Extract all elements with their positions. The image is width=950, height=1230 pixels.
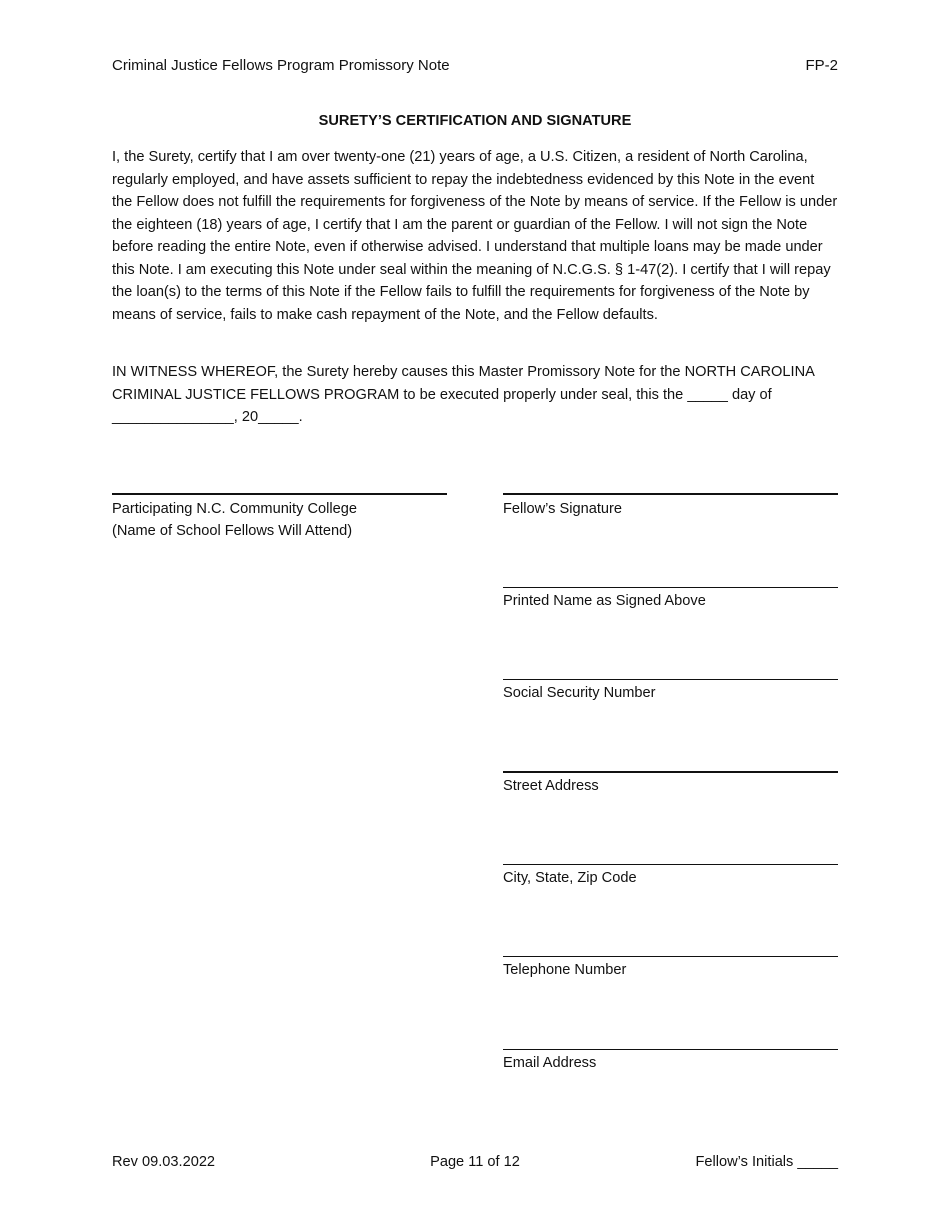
college-signature-line[interactable]: [112, 493, 447, 495]
city-state-zip-line[interactable]: [503, 864, 838, 865]
email-line[interactable]: [503, 1049, 838, 1050]
ssn-label: Social Security Number: [503, 685, 656, 701]
document-title: Criminal Justice Fellows Program Promissory Note: [112, 57, 450, 74]
witness-paragraph: IN WITNESS WHEREOF, the Surety hereby causes this Master Promissory Note for the NORTH CAROLINA CRIMINAL JUSTICE FELLOWS PROGRAM to be executed properly under seal, this the _____ day of _______________, 20_____.: [112, 364, 815, 425]
page-number: Page 11 of 12: [430, 1154, 520, 1170]
college-sublabel: (Name of School Fellows Will Attend): [112, 523, 353, 539]
section-title: SURETY’S CERTIFICATION AND SIGNATURE: [318, 113, 632, 129]
fellow-initials: Fellow’s Initials _____: [695, 1154, 838, 1170]
fellow-signature-label: Fellow’s Signature: [503, 501, 622, 517]
revision-date: Rev 09.03.2022: [112, 1154, 216, 1170]
street-address-label: Street Address: [503, 778, 599, 794]
certification-paragraph: I, the Surety, certify that I am over twenty-one (21) years of age, a U.S. Citizen, a resident of North Carolina, regularly employed, and have assets sufficient to repay the indebtedness evidenced by this Note in the event the Fellow does not fulfill the requirements for forgiveness of the Note by means of service. If the Fellow is under the eighteen (18) years of age, I certify that I am the parent or guardian of the Fellow. I will not sign the Note before reading the entire Note, even if otherwise advised. I understand that multiple loans may be made under this Note. I am executing this Note under seal within the meaning of N.C.G.S. § 1-47(2). I certify that I will repay the loan(s) to the terms of this Note if the Fellow fails to fulfill the requirements for forgiveness of the Note by means of service, fails to make cash repayment of the Note, and the Fellow defaults.: [112, 149, 838, 323]
telephone-line[interactable]: [503, 956, 838, 957]
street-address-line[interactable]: [503, 771, 838, 773]
form-code: FP-2: [805, 57, 838, 74]
city-state-zip-label: City, State, Zip Code: [503, 870, 637, 886]
email-label: Email Address: [503, 1055, 597, 1071]
college-label: Participating N.C. Community College: [112, 501, 357, 517]
fellow-signature-line[interactable]: [503, 493, 838, 495]
printed-name-line[interactable]: [503, 587, 838, 588]
printed-name-label: Printed Name as Signed Above: [503, 593, 706, 609]
telephone-label: Telephone Number: [503, 962, 627, 978]
ssn-line[interactable]: [503, 679, 838, 680]
